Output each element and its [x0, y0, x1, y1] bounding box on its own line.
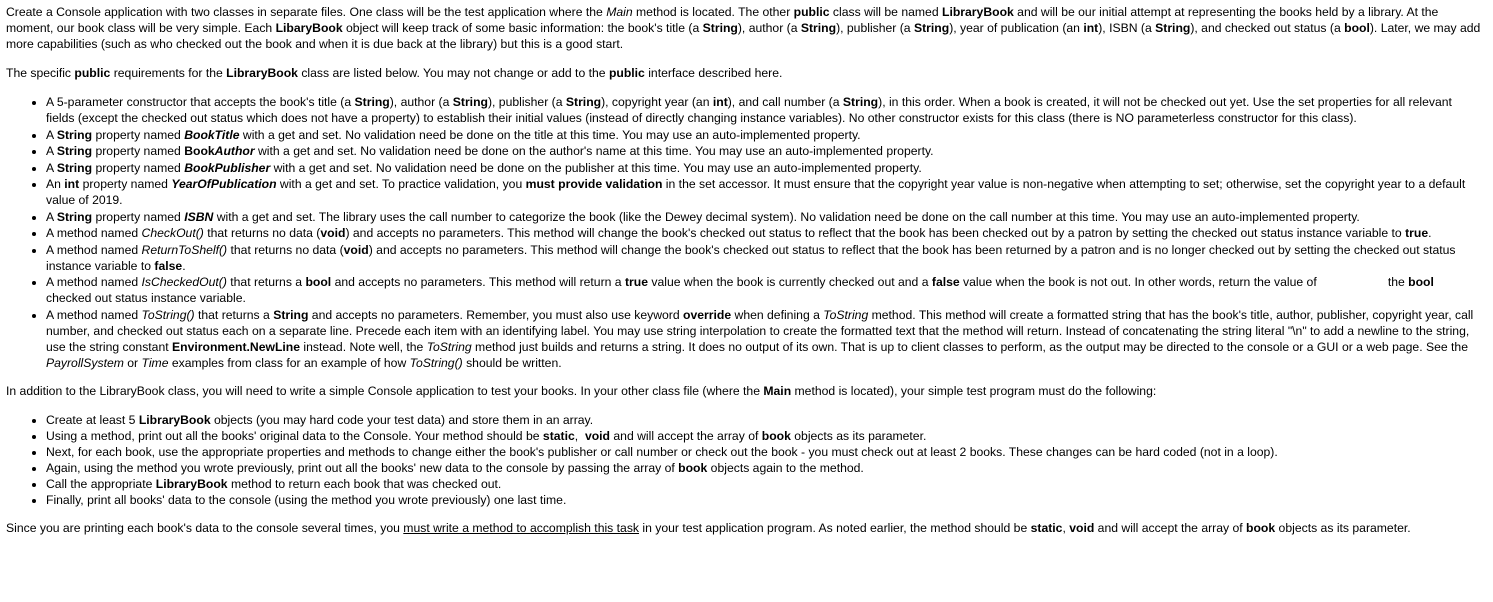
- text-run: In addition to the LibraryBook class, you will need to write a simple Console application to test your books. In your other class file (where the: [6, 383, 764, 398]
- text-run: object will keep track of some basic information: the book's title (a: [342, 21, 703, 35]
- text-run: Finally, print all books' data to the console (using the method you wrote previously) one last time.: [46, 492, 567, 507]
- text-run: examples from class for an example of how: [168, 355, 410, 370]
- text-run: An: [46, 177, 65, 191]
- intro-paragraph: [6, 4, 1487, 52]
- text-run: and will accept the array of: [610, 428, 762, 443]
- text-run: ) and accepts no parameters. This method will change the book's checked out status to reflect that the book has been returned by a patron and is no longer checked out by setting the checked out status instance variable to: [46, 242, 1456, 273]
- text-run: book: [761, 428, 791, 443]
- text-run: String: [56, 160, 93, 175]
- list-item: [46, 176, 1487, 208]
- text-run: String: [452, 95, 488, 109]
- text-run: false: [931, 275, 960, 289]
- text-run-wrapper: [171, 177, 276, 191]
- text-run: must provide validation: [525, 177, 663, 191]
- list-item: [46, 242, 1487, 274]
- text-run: String: [702, 21, 738, 35]
- text-run: value when the book is currently checked out and a: [648, 275, 932, 289]
- text-run: property named: [92, 160, 185, 175]
- list-item: [46, 143, 1487, 159]
- text-run: book: [1246, 520, 1276, 535]
- text-run: BookPublisher: [184, 160, 271, 175]
- text-run: should be written.: [462, 355, 562, 370]
- text-run: public: [793, 5, 830, 19]
- text-run: A: [46, 144, 57, 158]
- list-item: [46, 476, 1487, 492]
- text-run: ) and accepts no parameters. This method will change the book's checked out status to reflect that the book has been checked out by a patron by setting the checked out status instance variable to: [345, 226, 1406, 240]
- text-run: ), author (a: [737, 21, 801, 35]
- text-run: with a get and set. The library uses the call number to categorize the book (like the Dewey decimal system). No validation need be done on the call number at this time. You may use an auto-implemented property.: [213, 209, 1360, 224]
- list-item: [46, 460, 1487, 476]
- text-run: A: [46, 160, 57, 175]
- text-run: Book: [184, 144, 215, 158]
- text-run: must write a method to accomplish this task: [403, 520, 640, 535]
- list-item: [46, 412, 1487, 428]
- text-run: A: [46, 209, 57, 224]
- text-run: LibraryBook: [138, 412, 211, 427]
- text-run: Create at least 5: [46, 412, 139, 427]
- text-run: ReturnToShelf(): [141, 242, 228, 257]
- requirements-list: [6, 94, 1487, 371]
- text-run: that returns a: [226, 275, 306, 289]
- list-item: [46, 160, 1487, 176]
- text-run: that returns no data (: [227, 242, 344, 257]
- list-item: [46, 444, 1487, 460]
- text-run: String: [56, 144, 93, 158]
- text-run: int: [712, 95, 728, 109]
- text-run: IsCheckedOut(): [141, 275, 227, 289]
- text-run: Create a Console application with two classes in separate files. One class will be the test application where the: [6, 5, 607, 19]
- test-intro-paragraph: [6, 383, 1487, 399]
- text-run: ), publisher (a: [836, 21, 914, 35]
- list-item: [46, 225, 1487, 241]
- text-run: or: [123, 355, 142, 370]
- text-run: String: [56, 209, 93, 224]
- text-run: with a get and set. No validation need be done on the author's name at this time. You may use an auto-implemented property.: [254, 144, 934, 158]
- text-run: LibraryBook: [155, 476, 228, 491]
- text-run: Next, for each book, use the appropriate properties and methods to change either the book's publisher or call number or check out the book - you must check out at least 2 books. These changes can be hard coded (not in a loop).: [46, 444, 1278, 459]
- text-run: ), and call number (a: [727, 95, 843, 109]
- text-run: checked out status instance variable.: [46, 291, 246, 305]
- list-item: [46, 94, 1487, 126]
- text-run: ,: [1062, 520, 1070, 535]
- text-run: String: [842, 95, 879, 109]
- text-run: with a get and set. To practice validation, you: [276, 177, 526, 191]
- text-run: property named: [92, 144, 185, 158]
- text-run: false: [154, 258, 183, 273]
- text-run: property named: [79, 177, 172, 191]
- text-run: with a get and set. No validation need be done on the title at this time. You may use an auto-implemented property.: [239, 127, 861, 142]
- text-run: true: [624, 275, 649, 289]
- text-run: A method named: [46, 275, 142, 289]
- list-item: [46, 127, 1487, 143]
- list-item: [46, 209, 1487, 225]
- text-run: String: [1155, 21, 1191, 35]
- test-steps-list: [6, 412, 1487, 508]
- text-run: ). Later, we may add more capabilities (such as who checked out the book and when it is due back at the library) but this is a good start.: [6, 21, 1481, 51]
- text-run: bool: [305, 275, 332, 289]
- text-run: A: [46, 127, 57, 142]
- text-run: and accepts no parameters. Remember, you must also use keyword: [308, 307, 684, 322]
- text-run: ), and checked out status (a: [1190, 21, 1345, 35]
- text-run: ), publisher (a: [487, 95, 566, 109]
- text-run: LibaryBook: [275, 21, 343, 35]
- text-run: and accepts no parameters. This method will return a: [331, 275, 625, 289]
- text-run: ToString(): [141, 307, 195, 322]
- text-run: objects again to the method.: [707, 460, 864, 475]
- text-run: method to return each book that was checked out.: [227, 476, 502, 491]
- text-run: LibraryBook: [226, 66, 298, 80]
- text-run: Call the appropriate: [46, 476, 156, 491]
- text-run: and will accept the array of: [1094, 520, 1247, 535]
- text-run: ,: [574, 428, 585, 443]
- text-run: Main: [606, 5, 633, 19]
- text-run: requirements for the: [110, 66, 227, 80]
- text-run: and will be our initial attempt at representing the books held by a library. At the moment, our book class will be very simple. Each: [6, 5, 1439, 35]
- text-run: objects as its parameter.: [1275, 520, 1411, 535]
- text-run: String: [354, 95, 390, 109]
- text-run: void: [1069, 520, 1095, 535]
- text-run: int: [1083, 21, 1099, 35]
- text-run: String: [913, 21, 950, 35]
- text-run: Main: [763, 383, 792, 398]
- text-run: Again, using the method you wrote previously, print out all the books' new data to the console by passing the array of: [46, 460, 679, 475]
- text-run: objects as its parameter.: [790, 428, 927, 443]
- text-run: class are listed below. You may not change or add to the: [297, 66, 609, 80]
- text-run: String: [273, 307, 309, 322]
- requirements-intro-paragraph: [6, 65, 1487, 81]
- list-item: [46, 492, 1487, 508]
- text-run: BookTitle: [184, 127, 240, 142]
- text-run: bool: [1408, 275, 1434, 289]
- text-run: book: [678, 460, 708, 475]
- text-run-wrapper: [184, 128, 239, 142]
- text-run: .: [1428, 226, 1432, 240]
- text-run: public: [608, 66, 645, 80]
- text-run: ), copyright year (an: [601, 95, 713, 109]
- text-run: class will be named: [829, 5, 942, 19]
- text-run: int: [64, 177, 80, 191]
- text-run: value when the book is not out. In other words, return the value of the: [959, 275, 1409, 289]
- text-run: void: [584, 428, 610, 443]
- text-run: void: [320, 226, 346, 240]
- text-run: method is located. The other: [632, 5, 794, 19]
- text-run: interface described here.: [644, 66, 783, 80]
- text-run: A method named: [46, 307, 142, 322]
- text-run: that returns a: [194, 307, 274, 322]
- text-run: with a get and set. No validation need be done on the publisher at this time. You may use an auto-implemented property.: [270, 160, 922, 175]
- text-run: String: [800, 21, 837, 35]
- text-run: Using a method, print out all the books' original data to the Console. Your method should be: [46, 428, 543, 443]
- text-run: A method named: [46, 242, 142, 257]
- text-run: CheckOut(): [141, 226, 204, 240]
- list-item: [46, 307, 1487, 371]
- text-run: objects (you may hard code your test data) and store them in an array.: [210, 412, 594, 427]
- text-run: The specific: [6, 66, 75, 80]
- text-run: public: [74, 66, 111, 80]
- text-run: ), in this order. When a book is created, it will not be checked out yet. Use the set properties for all relevant fields (except the checked out status which does not have a property) to establish their initial values (instead of directly changing instance variables). No other constructor exists for this class (there is NO parameterless constructor for this class).: [46, 95, 1452, 125]
- text-run: when defining a: [731, 307, 824, 322]
- text-run-wrapper: [184, 161, 270, 175]
- text-run: A 5-parameter constructor that accepts the book's title (a: [46, 95, 355, 109]
- text-run: Since you are printing each book's data to the console several times, you: [6, 520, 404, 535]
- text-run: ), year of publication (an: [949, 21, 1084, 35]
- list-item: [46, 274, 1487, 306]
- closing-paragraph: [6, 520, 1487, 536]
- text-run: A method named: [46, 226, 142, 240]
- text-run: LibraryBook: [942, 5, 1014, 19]
- text-run: override: [683, 307, 732, 322]
- text-run: PayrollSystem: [46, 355, 124, 370]
- text-run: method is located), your simple test program must do the following:: [791, 383, 1157, 398]
- text-run: true: [1405, 226, 1429, 240]
- text-run: String: [565, 95, 602, 109]
- text-run: that returns no data (: [203, 226, 321, 240]
- text-run-wrapper: [184, 210, 213, 224]
- text-run: Time: [141, 355, 169, 370]
- text-run: ), ISBN (a: [1098, 21, 1156, 35]
- text-run: ), author (a: [389, 95, 453, 109]
- text-run: ISBN: [184, 209, 214, 224]
- text-run: YearOfPublication: [171, 177, 277, 191]
- text-run: instead. Note well, the: [300, 339, 427, 354]
- text-run: property named: [92, 127, 185, 142]
- text-run: in the set accessor. It must ensure that the copyright year value is non-negative when attempting to set; otherwise, set the copyright year to a default value of 2019.: [46, 177, 1466, 207]
- text-run: .: [182, 258, 186, 273]
- text-run: void: [343, 242, 369, 257]
- text-run: ToString: [823, 307, 869, 322]
- text-run: method just builds and returns a string. It does no output of its own. That is up to client classes to perform, as the output may be directed to the console or a GUI or a web page. See the: [471, 339, 1468, 354]
- text-run: in your test application program. As noted earlier, the method should be: [639, 520, 1031, 535]
- text-run: ToString(): [409, 355, 463, 370]
- text-run: bool: [1344, 21, 1370, 35]
- text-run: static: [1030, 520, 1063, 535]
- text-run-wrapper: [215, 144, 255, 158]
- text-run: Environment.NewLine: [172, 339, 301, 354]
- list-item: [46, 428, 1487, 444]
- text-run: ToString: [426, 339, 472, 354]
- text-run: property named: [92, 209, 185, 224]
- text-run: String: [56, 127, 93, 142]
- text-run: static: [542, 428, 575, 443]
- text-run: method. This method will create a formatted string that has the book's title, author, publisher, copyright year, call number, and checked out status each on a separate line. Precede each item with an identifying label. You may use string interpolation to create the formatted text that the method will return. Instead of concatenating the string literal "\n" to add a newline to the string, use the string constant: [46, 307, 1474, 354]
- text-run: Author: [214, 144, 255, 158]
